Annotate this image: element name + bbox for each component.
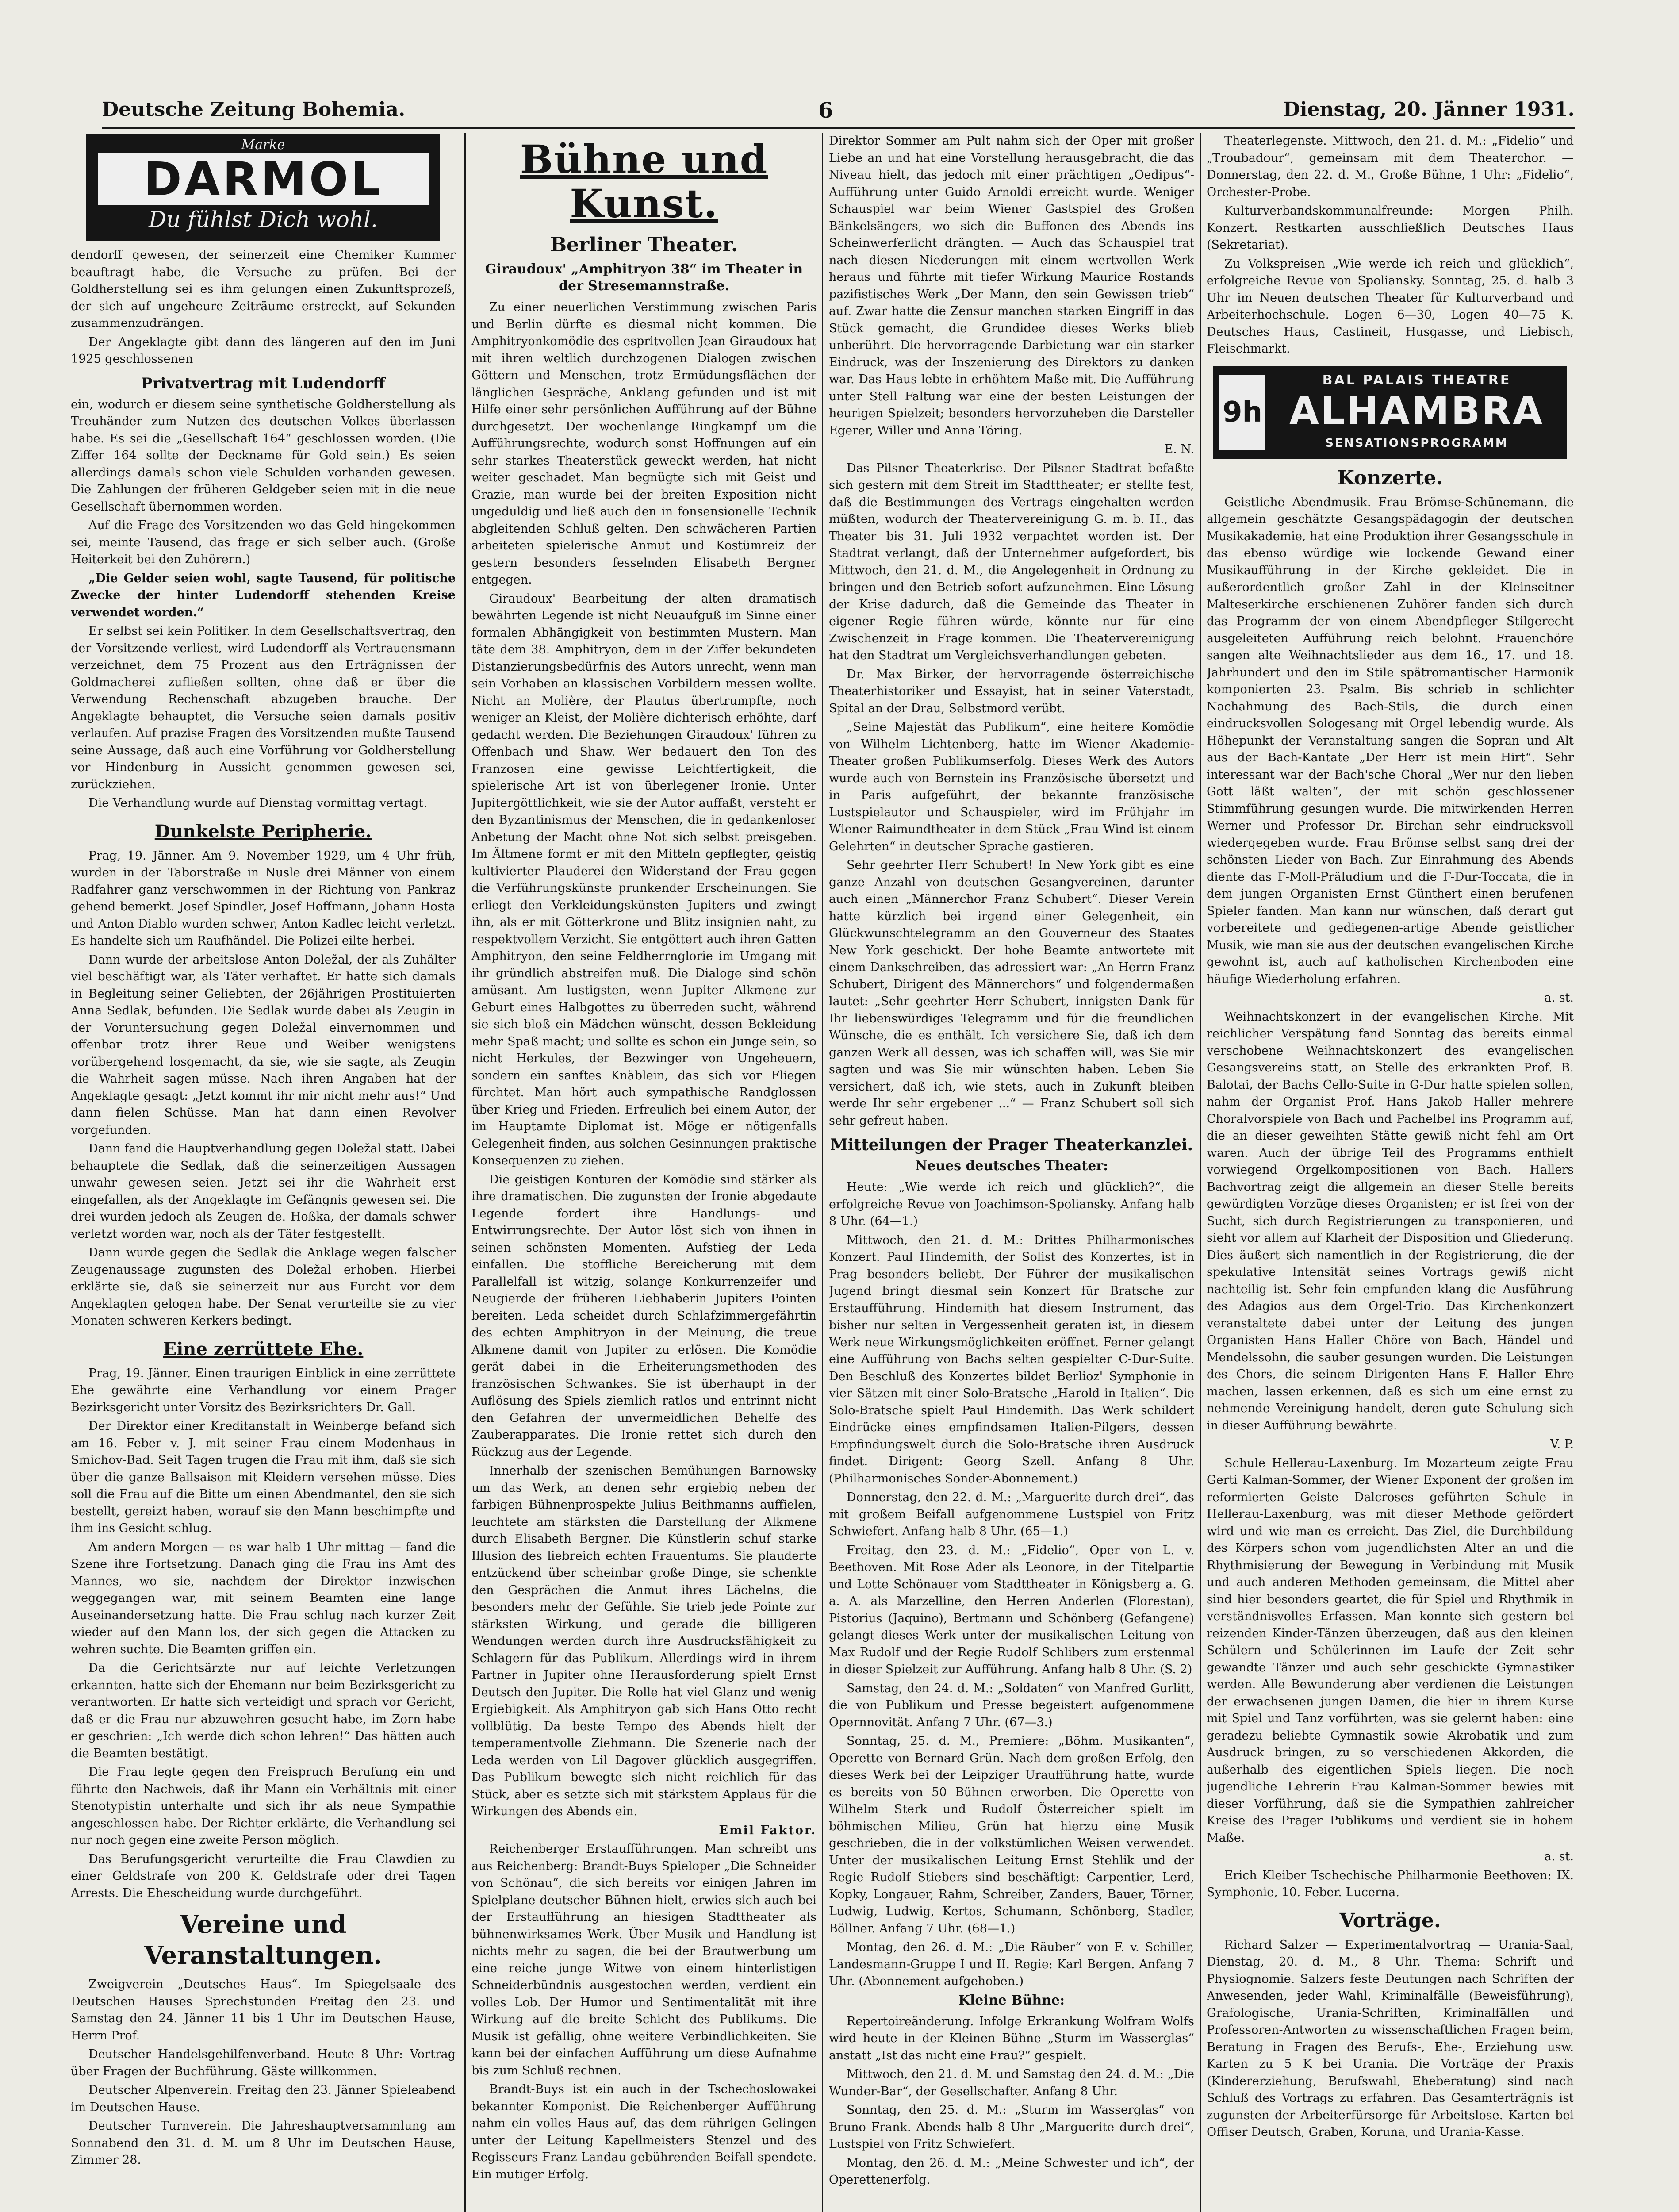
paragraph: „Seine Majestät das Publikum“, eine heitere Komödie von Wilhelm Lichtenberg, hatte im Wiener Akademie-Theater großen Publikumserfolg. Dieses Werk des Autors wurde auch von Bernstein ins Französische übersetzt und in Paris aufgeführt, der bekannte französische Lustspielautor und Schauspieler, wird im Frühjahr im Wiener Raimundtheater in dem Stück „Frau Wind ist einem Gelehrten“ in deutscher Sprache gastieren.	[829, 720, 1194, 853]
alhambra-logo: 9h	[1219, 375, 1265, 450]
paragraph: Dr. Max Birker, der hervorragende österreichische Theaterhistoriker und Essayist, hat in seiner Vaterstadt, Spital an der Drau, Selbstmord verübt.	[829, 667, 1194, 715]
page-number: 6	[818, 98, 833, 123]
paragraph: Donnerstag, den 22. d. M.: „Marguerite durch drei“, das mit großem Beifall aufgenommene Lustspiel von Fritz Schwiefert. Anfang halb 8 Uhr. (65—1.)	[829, 1490, 1194, 1538]
paragraph: Sonntag, 25. d. M., Premiere: „Böhm. Musikanten“, Operette von Bernard Grün. Nach dem großen Erfolg, den dieses Werk bei der Leipziger Uraufführung hatte, wurde es bereits von 50 Bühnen erworben. Die Operette von Wilhelm Sterk und Rudolf Österreicher spielt im böhmischen Milieu, Grün hat hierzu eine Musik geschrieben, die in der volkstümlichen Weisen verwendet. Unter der musikalischen Leitung Ernst Stehlik und der Regie Rudolf Stiebers sind beschäftigt: Carpentier, Lerd, Kopky, Longauer, Rahm, Schreiber, Zanders, Bauer, Törner, Ludwig, Ludwig, Kertos, Schumann, Schönberg, Stadler, Böllner. Anfang 7 Uhr. (68—1.)	[829, 1734, 1194, 1936]
paragraph: Richard Salzer — Experimentalvortrag — Urania-Saal, Dienstag, 20. d. M., 8 Uhr. Thema: Schrift und Physiognomie. Salzers feste Deutungen nach Schriften der Anwesenden, jeder Wahl, Kriminalfälle (Beweisführung), Grafologische, Urania-Schriften, Kriminalfällen und Professoren-Antworten zu wissenschaftlichen Fragen beim, Beratung in Fragen des Berufs-, Ehe-, Erziehung usw. Karten zu 5 K bei Urania. Die Vorträge der Praxis (Kindererziehung, Berufswahl, Eheberatung) sind nach Schluß des Vortrags zu erfahren. Das Gesamterträgnis ist zugunsten der Arbeiterfürsorge für Arbeitslose. Karten bei Offiser Deutsch, Graben, Koruna, und Urania-Kasse.	[1207, 1938, 1574, 2139]
article-headline: Berliner Theater.	[550, 234, 738, 256]
paragraph: ein, wodurch er diesem seine synthetische Goldherstellung als Treuhänder zum Nutzen des deutschen Volkes überlassen habe. Es sei die „Gesellschaft 164“ geschlossen worden. (Die Ziffer 164 sollte der Deckname für Gold sein.) Es seien allerdings damals schon viele Schulden vorhanden gewesen. Die Zahlungen der früheren Geldgeber seien mit in die neue Gesellschaft übernommen worden.	[71, 397, 456, 514]
section-heading: Konzerte.	[1337, 466, 1443, 489]
column-divider	[464, 133, 466, 2212]
issue-date: Dienstag, 20. Jänner 1931.	[1283, 98, 1575, 121]
alhambra-sub: SENSATIONSPROGRAMM	[1325, 436, 1508, 450]
author-signature: a. st.	[1544, 1850, 1574, 1863]
section-masthead-buehne: Bühne und Kunst.	[520, 136, 768, 227]
paragraph: Deutscher Handelsgehilfenverband. Heute 8 Uhr: Vortrag über Fragen der Buchführung. Gäste willkommen.	[71, 2047, 456, 2078]
paragraph: Erich Kleiber Tschechische Philharmonie Beethoven: IX. Symphonie, 10. Feber. Lucerna.	[1207, 1868, 1574, 1899]
section-heading: Privatvertrag mit Ludendorff	[141, 374, 385, 392]
author-signature: a. st.	[1544, 991, 1574, 1005]
darmol-top: Marke	[241, 137, 285, 153]
section-heading: Vorträge.	[1339, 1909, 1441, 1932]
paragraph: Das Berufungsgericht verurteilte die Frau Clawdien zu einer Geldstrafe von 200 K. Geldstrafe oder drei Tagen Arrests. Die Ehescheidung wurde durchgeführt.	[71, 1852, 456, 1900]
paragraph: Zweigverein „Deutsches Haus“. Im Spiegelsaale des Deutschen Hauses Sprechstunden Freitag den 23. und Samstag den 24. Jänner 11 bis 1 Uhr im Deutschen Hause, Herrn Prof.	[71, 1978, 456, 2043]
paragraph: Schule Hellerau-Laxenburg. Im Mozarteum zeigte Frau Gerti Kalman-Sommer, der Wiener Exponent der großen im reformierten Geiste Dalcroses geführten Schule in Hellerau-Laxenburg, was mit dieser Methode gefördert wird und wie man es erreicht. Das Ziel, die Durchbildung des Körpers schon vom jugendlichsten Alter an und die Rhythmisierung der Bewegung in Verbindung mit Musik und auch anderen Methoden gemeinsam, die Mittel aber sind hier besonders geartet, die für Spiel und Rhythmik in verständnisvolles Erfassen. Man konnte sich gestern bei reizenden Kinder-Tänzen überzeugen, daß aus den kleinen Schülern und Schülerinnen im Laufe der Zeit sehr gewandte Tänzer und auch sehr geschickte Gymnastiker werden. Alle Bewunderung aber verdienen die Leistungen der erwachsenen jungen Damen, die hier in ihrem Kurse mit Spiel und Tanz vorführten, was sie gelernt haben: eine geradezu beliebte Gymnastik sowie Akrobatik und zum Ausdruck bringen, zu so verschiedenen Akkorden, die außerhalb des eigentlichen Spiels liegen. Die noch jugendliche Lehrerin Frau Kalman-Sommer bewies mit dieser Vorführung, daß sie die Sympathien zahlreicher Kreise des Prager Publikums und verdient sie in hohem Maße.	[1207, 1456, 1574, 1845]
author-signature: Emil Faktor.	[719, 1823, 816, 1837]
subheading: Neues deutsches Theater:	[915, 1158, 1108, 1174]
paragraph: Freitag, den 23. d. M.: „Fidelio“, Oper von L. v. Beethoven. Mit Rose Ader als Leonore, in der Titelpartie und Lotte Schönauer vom Stadttheater in Königsberg a. G. a. A. als Marzelline, den Herren Anderlen (Florestan), Pistorius (Jaquino), Bertmann und Schönberg (Gefangene) gelangt dieses Werk unter der musikalischen Leitung von Max Rudolf und der Regie Rudolf Schlibers zum erstenmal in dieser Spielzeit zur Aufführung. Anfang halb 8 Uhr. (S. 2)	[829, 1543, 1194, 1676]
paragraph: Giraudoux' Bearbeitung der alten dramatisch bewährten Legende ist nicht Neuaufguß im Sinne einer formalen Abhängigkeit von bestimmten Mustern. Man täte dem 38. Amphitryon, dem in der Ziffer bekundeten Distanzierungsbedürfnis des Autors unrecht, wenn man sein Vorhaben an klassischen Vorbildern messen wollte. Nicht an Molière, der Plautus übertrumpfte, noch weniger an Kleist, der Molière dichterisch erhöhte, darf gedacht werden. Die Beziehungen Giraudoux' führen zu Offenbach und Shaw. Wer bedauert den Ton des Franzosen eine gewisse Leichtfertigkeit, die spielerische Art ist von überlegener Ironie. Unter Jupitergöttlichkeit, wie sie der Autor auffaßt, versteht er den Byzantinismus der Menschen, die in gedankenloser Anbetung der Macht ohne Not sich selbst preisgeben. Im Ältmene formt er mit den Mitteln gepflegter, geistig kultivierter Plauderei den Widerstand der Frau gegen die Verführungskünste prunkender Erscheinungen. Sie erliegt den Verkleidungskünsten Jupiters und zwingt ihn, als er mit Götterkrone und Blitz insignien naht, zu respektvollem Verzicht. Sie entgöttert auch ihren Gatten Amphitryon, den seine Feldherrnglorie im Umgang mit ihr gründlich abstreifen muß. Die Dialoge sind schön amüsant. Am lustigsten, wenn Jupiter Alkmene zur Geburt eines Halbgottes zu überreden sucht, während sie sich bloß ein Mädchen wünscht, dessen Bekleidung mehr Spaß macht; und sollte es schon ein Junge sein, so nicht Herkules, der Bezwinger von Ungeheuern, sondern ein sanftes Knäblein, das sich vor Fliegen fürchtet. Man hört auch sympathische Randglossen über Krieg und Frieden. Erfreulich bei einem Autor, der im Hauptamte Diplomat ist. Möge er nötigenfalls Gelegenheit finden, aus solchen Gesinnungen praktische Konsequenzen zu ziehen.	[472, 591, 816, 1167]
darmol-slogan: Du fühlst Dich wohl.	[149, 207, 378, 232]
section-headline-vereine: Vereine und Veranstaltungen.	[144, 1910, 382, 1970]
paragraph: Am andern Morgen — es war halb 1 Uhr mittag — fand die Szene ihre Fortsetzung. Danach ging die Frau ins Amt des Mannes, wo sie, nachdem der Direktor inzwischen weggegangen war, mit seinem Beamten eine lange Auseinandersetzung hatte. Die Frau schlug nach kurzer Zeit wieder auf den Mann los, der sich gegen die Attacken zu wehren suchte. Die Beamten griffen ein.	[71, 1540, 456, 1656]
darmol-logo: DARMOL	[98, 153, 429, 205]
article-headline: Dunkelste Peripherie.	[154, 821, 372, 842]
darmol-advertisement	[86, 134, 440, 241]
paragraph: Sehr geehrter Herr Schubert! In New York gibt es eine ganze Anzahl von deutschen Gesangvereinen, darunter auch einen „Männerchor Franz Schubert“. Dieser Verein hatte kürzlich bei irgend einer Gelegenheit, ein Glückwunschtelegramm an den Gouverneur des Staates New York geschickt. Der hohe Beamte antwortete mit einem Dankschreiben, das adressiert war: „An Herrn Franz Schubert, Dirigent des Männerchors“ und folgendermaßen lautet: „Sehr geehrter Herr Schubert, innigsten Dank für Ihr liebenswürdiges Telegramm und für die freundlichen Wünsche, die es enthält. Ich versichere Sie, daß ich dem ganzen Werk all dessen, was ich schaffen will, was Sie mir sagten und was Sie mir wünschten haben. Leben Sie versichert, daß ich, wie stets, auch in Zukunft bleiben werde Ihr sehr ergebener ...“ — Franz Schubert soll sich sehr gefreut haben.	[829, 858, 1194, 1128]
paragraph: Theaterlegenste. Mittwoch, den 21. d. M.: „Fidelio“ und „Troubadour“, gemeinsam mit dem Theaterchor. — Donnerstag, den 22. d. M., Große Bühne, 1 Uhr: „Fidelio“, Orchester-Probe.	[1207, 134, 1574, 199]
paragraph: Die geistigen Konturen der Komödie sind stärker als ihre dramatischen. Die zugunsten der Ironie abgedaute Legende fordert ihre Handlungs- und Entwirrungsrechte. Der Autor löst sich von ihnen in seinen schönsten Momenten. Aufstieg der Leda einfallen. Die stoffliche Bereicherung mit dem Parallelfall ist witzig, solange Konkurrenzeifer und Neugierde der früheren Liebhaberin Jupiters Pointen bereiten. Leda scheidet durch Schlafzimmergefährtin des echten Amphitryon in der Meinung, die treue Alkmene damit von Jupiter zu erlösen. Die Komödie gerät dabei in die Erheiterungsmethoden des französischen Schwankes. Sie ist überhaupt in der Auflösung des Spiels ziemlich ratlos und entrinnt nicht den Gefahren der unvermeidlichen Behelfe des Zauberapparates. Die Ironie rettet sich durch den Rückzug aus der Legende.	[472, 1172, 816, 1459]
article-subheading: Giraudoux' „Amphitryon 38“ im Theater in der Stresemannstraße.	[485, 261, 803, 294]
paragraph: Weihnachtskonzert in der evangelischen Kirche. Mit reichlicher Verspätung fand Sonntag das bereits einmal verschobene Weihnachtskonzert des evangelischen Gesangsvereins statt, an Stelle des erkrankten Prof. B. Balotai, der Bachs Cello-Suite in G-Dur hatte spielen sollen, nahm der Organist Prof. Hans Jakob Haller mehrere Choralvorspiele von Bach und Pachelbel ins Programm auf, die an dieser geweihten Stätte gewiß nicht fehl am Ort waren. Auch der übrige Teil des Programms enthielt vorwiegend Orgelkompositionen von Bach. Hallers Bachvortrag zeigt die allgemein an dieser Stelle bereits gewürdigten Vorzüge dieses Organisten; er ist frei von der Sucht, sich durch Registrierungen zu transponieren, und sieht vor allem auf Klarheit der Disposition und Gliederung. Dies äußert sich namentlich in der Registrierung, die der spekulative Intensität seines Vortrags gewiß nicht nachteilig ist. Sehr fein empfunden klang die Ausführung des Adagios aus dem Orgel-Trio. Das Kirchenkonzert veranstaltete dabei unter der Leitung des jungen Organisten Hans Haller Chöre von Bach, Händel und Mendelssohn, die sauber gesungen wurden. Die Leistungen des Chors, die seinem Dirigenten Hans F. Haller Ehre machen, lassen erkennen, daß es sich um eine ernst zu nehmende Vereinigung handelt, deren gute Schulung sich in dieser Aufführung bewährte.	[1207, 1010, 1574, 1432]
paragraph: Montag, den 26. d. M.: „Meine Schwester und ich“, der Operettenerfolg.	[829, 2156, 1194, 2187]
paragraph: dendorff gewesen, der seinerzeit eine Chemiker Kummer beauftragt habe, die Versuche zu prüfen. Bei der Goldherstellung sei es ihm gelungen einen Zukunftsprozeß, der sich auf ungeheure Zeiträume erstreckt, auf Sekunden zusammenzudrängen.	[71, 248, 456, 330]
masthead-name: Deutsche Zeitung Bohemia.	[102, 98, 406, 121]
alhambra-top: BAL PALAIS THEATRE	[1322, 372, 1511, 388]
paragraph: Samstag, den 24. d. M.: „Soldaten“ von Manfred Gurlitt, die von Publikum und Presse begeistert aufgenommene Opernnovität. Anfang 7 Uhr. (67—3.)	[829, 1681, 1194, 1729]
paragraph: Mittwoch, den 21. d. M. und Samstag den 24. d. M.: „Die Wunder-Bar“, der Gesellschafter. Anfang 8 Uhr.	[829, 2067, 1194, 2098]
author-signature: V. P.	[1550, 1437, 1574, 1451]
paragraph: Dann wurde gegen die Sedlak die Anklage wegen falscher Zeugenaussage zugunsten des Doležal erhoben. Hierbei erklärte sie, daß sie seinerzeit nur aus Furcht vor dem Angeklagten gelogen habe. Der Senat verurteilte sie zu vier Monaten schweren Kerkers bedingt.	[71, 1246, 456, 1328]
paragraph: Direktor Sommer am Pult nahm sich der Oper mit großer Liebe an und hat eine Vorstellung herausgebracht, die das Niveau hielt, das jedoch mit einer prächtigen „Oedipus“-Aufführung unter Guido Arnoldi erreicht wurde. Weniger Schauspiel war beim Wiener Gastspiel des Großen Bänkelsängers, wo sich die Buffonen des Abends ins Scheinwerferlicht drängten. — Auch das Schauspiel trat nach diesen Niederungen mit einem wertvollen Werk heraus und führte mit tiefer Wirkung Maurice Rostands pazifistisches Werk „Der Mann, den sein Gewissen trieb“ auf. Zwar hatte die Zensur manchen starken Eingriff in das Stück gemacht, die Grundidee dieses Werks blieb unberührt. Die hervorragende Darbietung war ein starker Eindruck, was der Inszenierung des Direktors zu danken war. Das Haus lebte in erhöhtem Maße mit. Die Aufführung unter Stell Faltung war eine der besten Leistungen der heurigen Spielzeit; besonders hervorzuheben die Darsteller Egerer, Willer und Anna Töring.	[829, 134, 1194, 438]
section-heading: Mitteilungen der Prager Theaterkanzlei.	[830, 1136, 1193, 1154]
paragraph: Der Angeklagte gibt dann des längeren auf den im Juni 1925 geschlossenen	[71, 335, 456, 366]
paragraph: Sonntag, den 25. d. M.: „Sturm im Wasserglas“ von Bruno Frank. Abends halb 8 Uhr „Marguerite durch drei“, Lustspiel von Fritz Schwiefert.	[829, 2103, 1194, 2151]
article-headline: Eine zerrüttete Ehe.	[163, 1338, 364, 1359]
alhambra-name: ALHAMBRA	[1289, 388, 1544, 433]
paragraph: Auf die Frage des Vorsitzenden wo das Geld hingekommen sei, meinte Tausend, das frage er sich selber auch. (Große Heiterkeit bei den Zuhörern.)	[71, 518, 456, 566]
paragraph: Er selbst sei kein Politiker. In dem Gesellschaftsvertrag, den der Vorsitzende verliest, wird Ludendorff als Vertrauensmann verzeichnet, dem 75 Prozent aus den Erträgnissen der Goldmacherei zufließen sollten, ohne daß er über die Verwendung Rechenschaft abzugeben brauche. Der Angeklagte behauptet, die Versuche seien damals positiv verlaufen. Auf prazise Fragen des Vorsitzenden mußte Tausend seine Aussage, daß auch eine Vorführung vor Goldherstellung vor Hindenburg in Aussicht genommen gewesen sei, zurückziehen.	[71, 624, 456, 791]
alhambra-advertisement	[1213, 366, 1567, 459]
paragraph: Kulturverbandskommunalfreunde: Morgen Philh. Konzert. Restkarten ausschließlich Deutsches Haus (Sekretariat).	[1207, 204, 1574, 252]
paragraph: Prag, 19. Jänner. Am 9. November 1929, um 4 Uhr früh, wurden in der Taborstraße in Nusle drei Männer von einem Radfahrer ganz verschwommen in der Richtung von Pankraz gehend bemerkt. Josef Spindler, Josef Hoffmann, Johann Hosta und Anton Diablo wurden schwer, Anton Kadlec leicht verletzt. Es handelte sich um Raufhändel. Die Polizei eilte herbei.	[71, 849, 456, 948]
page-header	[102, 98, 1575, 125]
author-signature: E. N.	[1164, 442, 1194, 456]
paragraph: Geistliche Abendmusik. Frau Brömse-Schünemann, die allgemein geschätzte Gesangspädagogin der deutschen Musikakademie, hat eine Produktion ihrer Gesangsschule in das ebenso würdige wie lockende Gewand einer Musikaufführung in der Kirche gekleidet. Die in außerordentlich großer Zahl in der Kleinseitner Malteserkirche erschienenen Zuhörer fanden sich durch das Programm der von einem Abendpfleger Stilgerecht ausgeleiteten Aufführung reich belohnt. Frauenchöre sangen alte Weihnachtslieder aus dem 16., 17. und 18. Jahrhundert und den im Stile spätromantischer Harmonik komponierten 23. Psalm. Bis schrieb in schlichter Nachahmung des Bach-Stils, die durch einen eindrucksvollen Sologesang mit Orgel lebendig wurde. Als Höhepunkt der Veranstaltung sangen die Sopran und Alt aus der Bach-Kantate „Der Herr ist mein Hirt“. Sehr interessant war der Bach'sche Choral „Wer nur den lieben Gott läßt walten“, der mit schön geschlossener Stimmführung gesungen wurde. Die mitwirkenden Herren Werner und Professor Dr. Birchan sehr eindrucksvoll wiedergegeben wurde. Frau Brömse selbst sang drei der schönsten Lieder von Bach. Zur Einrahmung des Abends diente das F-Moll-Präludium und die F-Dur-Toccata, die in dem jungen Organisten Ernst Günthert einen berufenen Spieler fanden. Man kann nur wünschen, daß derart gut vorbereitete und gediegenen-artige Abende geistlicher Musik, wie man sie aus der deutschen evangelischen Kirche gewohnt ist, auch auf katholischen Kirchenboden eine häufige Wiederholung erfahren.	[1207, 495, 1574, 986]
paragraph: Die Verhandlung wurde auf Dienstag vormittag vertagt.	[88, 796, 427, 810]
header-rule	[102, 127, 1575, 129]
column-divider	[1200, 133, 1201, 2212]
paragraph: Brandt-Buys ist ein auch in der Tschechoslowakei bekannter Komponist. Die Reichenberger Aufführung nahm ein volles Haus auf, das dem rührigen Gelingen unter der Leitung Kapellmeisters Stenzel und des Regisseurs Franz Landau gebührenden Beifall spendete. Ein mutiger Erfolg.	[472, 2082, 816, 2181]
paragraph: Mittwoch, den 21. d. M.: Drittes Philharmonisches Konzert. Paul Hindemith, der Solist des Konzertes, ist in Prag besonders beliebt. Der Führer der musikalischen Jugend bringt diesmal sein Konzert für Bratsche zur Erstaufführung. Hindemith hat diesem Instrument, das bisher nur selten in Vergessenheit geraten ist, in diesem Werk neue Wirkungsmöglichkeiten eröffnet. Ferner gelangt eine Aufführung von Bachs selten gespielter C-Dur-Suite. Den Beschluß des Konzertes bildet Berlioz' Symphonie in vier Sätzen mit einer Solo-Bratsche „Harold in Italien“. Die Solo-Bratsche spielt Paul Hindemith. Das Werk schildert Eindrücke eines empfindsamen Italien-Pilgers, dessen Empfindungswelt durch die Solo-Bratsche ihren Ausdruck findet. Dirigent: Georg Szell. Anfang 8 Uhr. (Philharmonisches Sonder-Abonnement.)	[829, 1233, 1194, 1486]
paragraph: Die Frau legte gegen den Freispruch Berufung ein und führte den Nachweis, daß ihr Mann ein Verhältnis mit einer Stenotypistin unterhalte und sich ihr als neue Sympathie angeschlossen habe. Der Richter erklärte, die Verhandlung sei nur noch gegen eine zweite Person möglich.	[71, 1765, 456, 1847]
column-3	[829, 133, 1194, 2212]
paragraph: Montag, den 26. d. M.: „Die Räuber“ von F. v. Schiller, Landesmann-Gruppe I und II. Regie: Karl Bergen. Anfang 7 Uhr. (Abonnement aufgehoben.)	[829, 1940, 1194, 1988]
paragraph: Reichenberger Erstaufführungen. Man schreibt uns aus Reichenberg: Brandt-Buys Spieloper „Die Schneider von Schönau“, die sich bereits vor einigen Jahren im Spielplane deutscher Bühnen hielt, erwies sich auch bei der Erstaufführung an hiesigen Stadttheater als bühnenwirksames Werk. Über Musik und Handlung ist nichts mehr zu sagen, die bei der Brautwerbung um eine reiche junge Witwe von einem hinterlistigen Schneiderbündnis ausgestochen werden, verdient ein volles Lob. Der Humor und Sentimentalität mit ihre Wirkung auf die breite Schicht des Publikums. Die Musik ist gefällig, ohne weitere Verbindlichkeiten. Sie kann bei der einfachen Aufführung um diese Aufnahme bis zum Schluß rechnen.	[472, 1842, 816, 2078]
paragraph: Heute: „Wie werde ich reich und glücklich?“, die erfolgreiche Revue von Joachimson-Spoliansky. Anfang halb 8 Uhr. (64—1.)	[829, 1180, 1194, 1228]
paragraph: Das Pilsner Theaterkrise. Der Pilsner Stadtrat befaßte sich gestern mit dem Streit im Stadttheater; er stellte fest, daß die Bestimmungen des Vertrags eingehalten werden müßten, wodurch der Theatervereinigung G. m. b. H., das Theater bis 31. Juli 1932 verpachtet worden ist. Der Stadtrat verlangt, daß der Unternehmer aufgefordert, bis Mittwoch, den 21. d. M., die Angelegenheit in Ordnung zu bringen und den Betrieb sofort aufzunehmen. Eine Lösung der Krise dadurch, daß die Gemeinde das Theater in eigener Regie führen würde, könnte nur für eine Zwischenzeit in Frage kommen. Die Theatervereinigung hat den Stadtrat um Vergleichsverhandlungen gebeten.	[829, 461, 1194, 662]
paragraph: Da die Gerichtsärzte nur auf leichte Verletzungen erkannten, hatte sich der Ehemann nur beim Bezirksgericht zu verantworten. Er hatte sich verteidigt und sprach vor Gericht, daß er die Frau nur abzuwehren gesucht habe, im Zorn habe er geschrien: „Ich werde dich schon lehren!“ Das hätten auch die Beamten bestätigt.	[71, 1661, 456, 1760]
column-divider	[822, 133, 823, 2212]
paragraph: Zu Volkspreisen „Wie werde ich reich und glücklich“, erfolgreiche Revue von Spoliansky. Sonntag, 25. d. halb 3 Uhr im Neuen deutschen Theater für Kulturverband und Arbeiterhochschule. Logen 6—30, Logen 40—75 K. Deutsches Haus, Castineit, Husgasse, und Liebisch, Fleischmarkt.	[1207, 257, 1574, 356]
column-1	[71, 133, 456, 2212]
paragraph: Dann fand die Hauptverhandlung gegen Doležal statt. Dabei behauptete die Sedlak, daß die seinerzeitigen Aussagen unwahr gewesen seien. Jetzt sei ihr die Wahrheit erst eingefallen, als der Angeklagte im Gefängnis gewesen sei. Die drei wurden jedoch als Zeugen de. Hoßka, der damals schwer verletzt worden war, noch als der Täter festgestellt.	[71, 1142, 456, 1241]
paragraph: Deutscher Alpenverein. Freitag den 23. Jänner Spieleabend im Deutschen Hause.	[71, 2083, 456, 2114]
subheading: Kleine Bühne:	[958, 1992, 1065, 2008]
paragraph: Innerhalb der szenischen Bemühungen Barnowsky um das Werk, an denen sehr ergiebig neben der farbigen Bühnenprospekte Julius Beithmanns auffielen, leuchtete am stärksten die Darstellung der Alkmene durch Elisabeth Bergner. Die Künstlerin schuf starke Illusion des liebreich echten Frauentums. Sie plauderte entzückend über scheinbar große Dinge, sie schenkte den Gesprächen die Anmut ihres Lächelns, die besonders mehr der Gefühle. Sie trieb jede Pointe zur stärksten Wirkung, und gerade die billigeren Wendungen werden durch ihre Ausdrucksfähigkeit zu Schlagern für das Publikum. Allerdings wird in ihrem Partner in Jupiter ohne Herausforderung spielt Ernst Deutsch den Jupiter. Die Rolle hat viel Glanz und wenig Ergiebigkeit. Als Amphitryon gab sich Hans Otto recht vollblütig. Da beste Tempo des Abends hielt der temperamentvolle Ziehmann. Die Szenerie nach der Leda werden von Lil Dagover glücklich ausgegriffen. Das Publikum bewegte sich nicht reichlich für das Stück, aber es setzte sich mit stärkstem Applaus für die Wirkungen des Abends ein.	[472, 1464, 816, 1818]
paragraph: „Die Gelder seien wohl, sagte Tausend, für politische Zwecke der hinter Ludendorff stehenden Kreise verwendet worden.“	[71, 571, 456, 619]
paragraph: Dann wurde der arbeitslose Anton Doležal, der als Zuhälter viel beschäftigt war, als Täter verhaftet. Er hatte sich damals in Begleitung seiner Geliebten, der 26jährigen Prostituierten Anna Sedlak, befunden. Die Sedlak wurde dabei als Zeugin in der Voruntersuchung gegen Doležal einvernommen und offenbar trotz ihrer Reue und Weiber wenigstens vorübergehend losgemacht, da sie, wie sie sagte, als Zeugin die Wahrheit sagen müsse. Nach ihren Angaben hat der Angeklagte gesagt: „Jetzt kommt ihr mir nicht mehr aus!“ Und dann fielen Schüsse. Man hat dann einen Revolver vorgefunden.	[71, 952, 456, 1137]
paragraph: Zu einer neuerlichen Verstimmung zwischen Paris und Berlin dürfte es diesmal nicht kommen. Die Amphitryonkomödie des espritvollen Jean Giraudoux hat mit ihren weltlich durchzogenen Dialogen zwischen Göttern und Menschen, trotz Ermüdungsflächen der länglichen Gespräche, Anklang gefunden und ist mit Hilfe einer sehr persönlichen Aufführung auf der Bühne durchgesetzt. Der wochenlange Ringkampf um die Aufführungsrechte, wodurch sonst Hoffnungen auf ein sehr starkes Theaterstück geweckt werden, hat nicht weiter geschadet. Man begnügte sich mit Geist und Grazie, man wurde bei der breiten Exposition nicht ungeduldig und ließ auch den in fonsensionelle Technik abgleitenden Schluß gelten. Den schwächeren Partien arbeiteten spielerische Anmut und Kostümreiz der gestern besonders fesselnden Elisabeth Bergner entgegen.	[472, 300, 816, 587]
paragraph: Deutscher Turnverein. Die Jahreshauptversammlung am Sonnabend den 31. d. M. um 8 Uhr im Deutschen Hause, Zimmer 28.	[71, 2119, 456, 2167]
paragraph: Prag, 19. Jänner. Einen traurigen Einblick in eine zerrüttete Ehe gewährte eine Verhandlung vor einem Prager Bezirksgericht unter Vorsitz des Bezirksrichters Dr. Gall.	[71, 1366, 456, 1414]
column-2	[472, 133, 816, 2212]
paragraph: Der Direktor einer Kreditanstalt in Weinberge befand sich am 16. Feber v. J. mit seiner Frau einem Modenhaus in Smichov-Bad. Seit Tagen trugen die Frau mit ihm, daß sie sich über die ganze Ballsaison mit Kleidern versehen müsse. Dies soll die Frau auf die Bitte um einen Abendmantel, den sie sich bestellt, gereizt haben, worauf sie den Mann beschimpfte und ihm ins Gesicht schlug.	[71, 1419, 456, 1535]
column-4	[1207, 133, 1574, 2212]
paragraph: Repertoireänderung. Infolge Erkrankung Wolfram Wolfs wird heute in der Kleinen Bühne „Sturm im Wasserglas“ anstatt „Ist das nicht eine Frau?“ gespielt.	[829, 2014, 1194, 2062]
